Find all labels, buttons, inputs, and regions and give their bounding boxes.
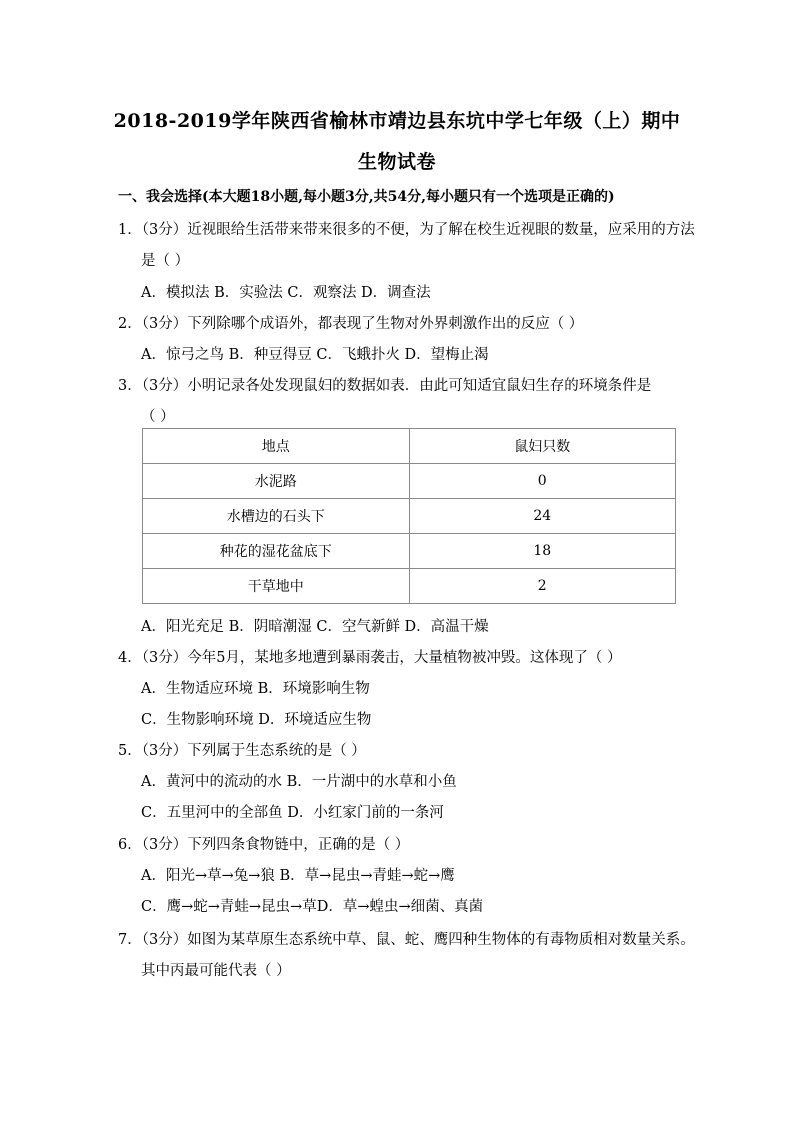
question-4-stem: 4．（3分）今年5月，某地多地遭到暴雨袭击，大量植物被冲毁。这体现了（ ） <box>118 650 622 666</box>
table-cell: 18 <box>409 534 676 569</box>
question-2-options: A．惊弓之鸟 B．种豆得豆 C．飞蛾扑火 D．望梅止渴 <box>141 347 489 363</box>
table-row <box>143 499 676 534</box>
question-1-stem: 1．（3分）近视眼给生活带来带来很多的不便，为了解在校生近视眼的数量，应采用的方法 <box>118 222 695 238</box>
table-cell: 2 <box>409 569 676 604</box>
question-1-options: A．模拟法 B．实验法 C．观察法 D．调查法 <box>141 285 431 301</box>
question-4-options-cd: C．生物影响环境 D．环境适应生物 <box>141 712 372 728</box>
exam-title: 2018-2019学年陕西省榆林市靖边县东坑中学七年级（上）期中 <box>113 110 681 132</box>
table-cell: 干草地中 <box>143 569 410 604</box>
question-7-stem: 7．（3分）如图为某草原生态系统中草、鼠、蛇、鹰四种生物体的有毒物质相对数量关系。 <box>118 932 695 948</box>
question-6-options-cd: C．鹰→蛇→青蛙→昆虫→草D．草→蝗虫→细菌、真菌 <box>141 899 484 915</box>
exam-subtitle: 生物试卷 <box>357 151 436 173</box>
table-cell: 0 <box>409 464 676 499</box>
question-1-stem-cont: 是（ ） <box>141 253 190 269</box>
table-row <box>143 464 676 499</box>
table-cell: 水泥路 <box>143 464 410 499</box>
table-row <box>143 534 676 569</box>
table-header-row <box>143 429 676 464</box>
table-header-cell: 鼠妇只数 <box>409 429 676 464</box>
question-6-stem: 6．（3分）下列四条食物链中，正确的是（ ） <box>118 837 410 853</box>
table-header-cell: 地点 <box>143 429 410 464</box>
question-7-stem-cont: 其中丙最可能代表（ ） <box>141 963 291 979</box>
table-cell: 24 <box>409 499 676 534</box>
table-cell: 种花的湿花盆底下 <box>143 534 410 569</box>
question-5-stem: 5．（3分）下列属于生态系统的是（ ） <box>118 743 366 759</box>
question-3-stem: 3．（3分）小明记录各处发现鼠妇的数据如表．由此可知适宜鼠妇生存的环境条件是 <box>118 378 652 394</box>
question-2-stem: 2．（3分）下列除哪个成语外，都表现了生物对外界刺激作出的反应（ ） <box>118 316 584 332</box>
question-3-options: A．阳光充足 B．阴暗潮湿 C．空气新鲜 D．高温干燥 <box>141 619 489 635</box>
woodlouse-data-table <box>142 428 676 604</box>
table-cell: 水槽边的石头下 <box>143 499 410 534</box>
question-6-options-ab: A．阳光→草→兔→狼 B．草→昆虫→青蛙→蛇→鹰 <box>141 868 455 884</box>
question-3-stem-cont: （ ） <box>141 409 175 425</box>
question-4-options-ab: A．生物适应环境 B．环境影响生物 <box>141 681 370 697</box>
question-5-options-cd: C．五里河中的全部鱼 D．小红家门前的一条河 <box>141 805 444 821</box>
question-5-options-ab: A．黄河中的流动的水 B．一片湖中的水草和小鱼 <box>141 774 457 790</box>
table-row <box>143 569 676 604</box>
section-heading: 一、我会选择(本大题18小题,每小题3分,共54分,每小题只有一个选项是正确的) <box>118 189 615 205</box>
